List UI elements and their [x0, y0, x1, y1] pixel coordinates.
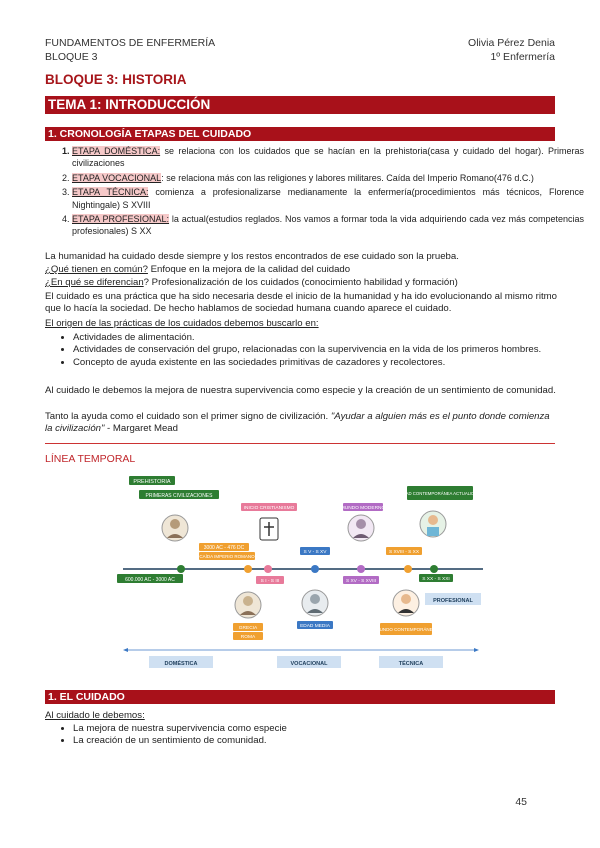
marker-7: [430, 565, 438, 573]
paragraph-humanidad: La humanidad ha cuidado desde siempre y los restos encontrados de ese cuidado son la prueba.: [45, 251, 459, 262]
label-edad-contemporanea-text: EDAD CONTEMPORÁNEA ACTUALIDAD: [399, 491, 481, 496]
label-caida-fecha-text: 3000 AC - 476 DC: [203, 545, 245, 551]
divider: [45, 443, 555, 444]
label-profesional-text: PROFESIONAL: [433, 598, 473, 604]
answer-text: Enfoque en la mejora de la calidad del cuidado: [147, 264, 351, 275]
label-cristianismo-text: INICIO CRISTIANISMO: [243, 506, 295, 511]
question-label: ¿Qué tienen en común?: [45, 264, 148, 275]
quote-author: - Margaret Mead: [104, 423, 178, 435]
page-number: 45: [515, 796, 527, 808]
origin-title: El origen de las prácticas de los cuidados debemos buscarlo en:: [45, 318, 319, 329]
etapa-item: [72, 145, 584, 170]
etapa-name: ETAPA TÉCNICA:: [72, 187, 149, 198]
etapa-desc: la actual(estudios reglados. Nos vamos a formar toda la vida adquiriendo cada vez más competencias profesionales) S XX: [72, 214, 584, 237]
block-title: BLOQUE 3: HISTORIA: [45, 72, 187, 87]
topic-title-bar: TEMA 1: INTRODUCCIÓN: [45, 96, 555, 114]
label-caida-text: CAÍDA IMPERIO ROMANO: [199, 554, 255, 559]
etapas-list: [45, 145, 584, 240]
mead-quote: "Ayudar a alguien más es el punto donde comienza la civilización": [45, 411, 550, 435]
paragraph-cuidado: El cuidado es una práctica que ha sido necesaria desde el inicio de la humanidad y ha ido evolucionando al mismo ritmo que lo hacía la sociedad. De hecho hablamos de sociedad humana cuando aparece el cuidado.: [45, 291, 557, 315]
list-item: • Actividades de alimentación.: [73, 332, 585, 344]
etapa-desc: comienza a profesionalizarse medianamente la enfermería(procedimientos más técnicos, Florence Nightingale) S XVIII: [72, 187, 584, 210]
paragraph-civilizacion: [45, 411, 557, 436]
cuidado-subtitle: Al cuidado le debemos:: [45, 710, 145, 721]
question-label: ¿En qué se diferencian: [45, 277, 144, 288]
etapa-item: [72, 213, 584, 238]
marker-3: [264, 565, 272, 573]
answer-text: ? Profesionalización de los cuidados (conocimiento habilidad y formación): [143, 277, 458, 288]
label-mundo-moderno-text: MUNDO MODERNO: [340, 506, 386, 511]
label-s1-text: S I - S III: [260, 579, 280, 584]
label-prehistoria-text: PREHISTORIA: [133, 479, 171, 485]
label-primeras-civ-text: PRIMERAS CIVILIZACIONES: [145, 493, 213, 499]
list-item: • Actividades de conservación del grupo, relacionadas con la supervivencia en la vida de los primeros hombres.: [73, 344, 585, 356]
label-roma-text: ROMA: [240, 635, 256, 640]
course-year: 1º Enfermería: [490, 51, 555, 63]
stage-vocacional-text: VOCACIONAL: [290, 661, 328, 667]
list-item: • La creación de un sentimiento de comunidad.: [73, 735, 585, 747]
marker-1: [177, 565, 185, 573]
marker-6: [404, 565, 412, 573]
question-common: [45, 264, 557, 276]
header-right: [468, 36, 555, 64]
label-s18-text: S XVIII - S XX: [388, 550, 420, 555]
etapa-desc: : se relaciona más con las religiones y labores militares. Caída del Imperio Romano(476 d.C.): [161, 172, 534, 183]
cuidado-list: [45, 723, 585, 748]
etapa-item: [72, 186, 584, 211]
stage-domestica-text: DOMÉSTICA: [164, 661, 198, 667]
question-difference: [45, 277, 557, 289]
paragraph-debemos: Al cuidado le debemos la mejora de nuestra supervivencia como especie y la creación de un sentimiento de comunidad.: [45, 385, 556, 396]
label-fecha-pre-text: 600.000 AC - 3000 AC: [125, 577, 175, 583]
marker-5: [357, 565, 365, 573]
list-item: • La mejora de nuestra supervivencia como especie: [73, 723, 585, 735]
list-item: • Concepto de ayuda existente en las sociedades primitivas de cazadores y recolectores.: [73, 357, 585, 369]
label-grecia-text: GRECIA: [238, 626, 258, 631]
etapa-desc: se relaciona con los cuidados que se hacían en la prehistoria(casa y cuidado del hogar). Primeras civilizaciones: [72, 146, 584, 169]
timeline-title: LÍNEA TEMPORAL: [45, 453, 136, 465]
author-name: Olivia Pérez Denia: [468, 37, 555, 49]
label-s20-text: S XX - S XXI: [422, 577, 450, 582]
header-left: [45, 36, 215, 64]
etapa-name: ETAPA DOMÉSTICA:: [72, 146, 161, 156]
section-chronology-heading: 1. CRONOLOGÍA ETAPAS DEL CUIDADO: [45, 127, 555, 141]
label-edad-media-text: EDAD MEDIA: [300, 624, 330, 629]
stage-tecnica-text: TÉCNICA: [398, 661, 424, 667]
etapa-item: [72, 172, 584, 184]
timeline-infographic: [115, 468, 487, 678]
marker-4: [311, 565, 319, 573]
course-name: FUNDAMENTOS DE ENFERMERÍA: [45, 37, 216, 49]
label-s5-text: S V - S XV: [303, 550, 327, 555]
etapa-name: ETAPA VOCACIONAL: [72, 172, 162, 183]
civ-text: Tanto la ayuda como el cuidado son el primer signo de civilización.: [45, 411, 331, 422]
section-cuidado-heading: 1. EL CUIDADO: [45, 690, 555, 704]
label-s15-text: S XV - S XVIII: [345, 579, 377, 584]
label-mundo-contemporaneo-text: MUNDO CONTEMPORÁNEO: [375, 627, 437, 632]
etapa-name: ETAPA PROFESIONAL:: [72, 214, 170, 225]
marker-2: [244, 565, 252, 573]
origin-list: [45, 332, 585, 369]
block-name: BLOQUE 3: [45, 51, 98, 63]
